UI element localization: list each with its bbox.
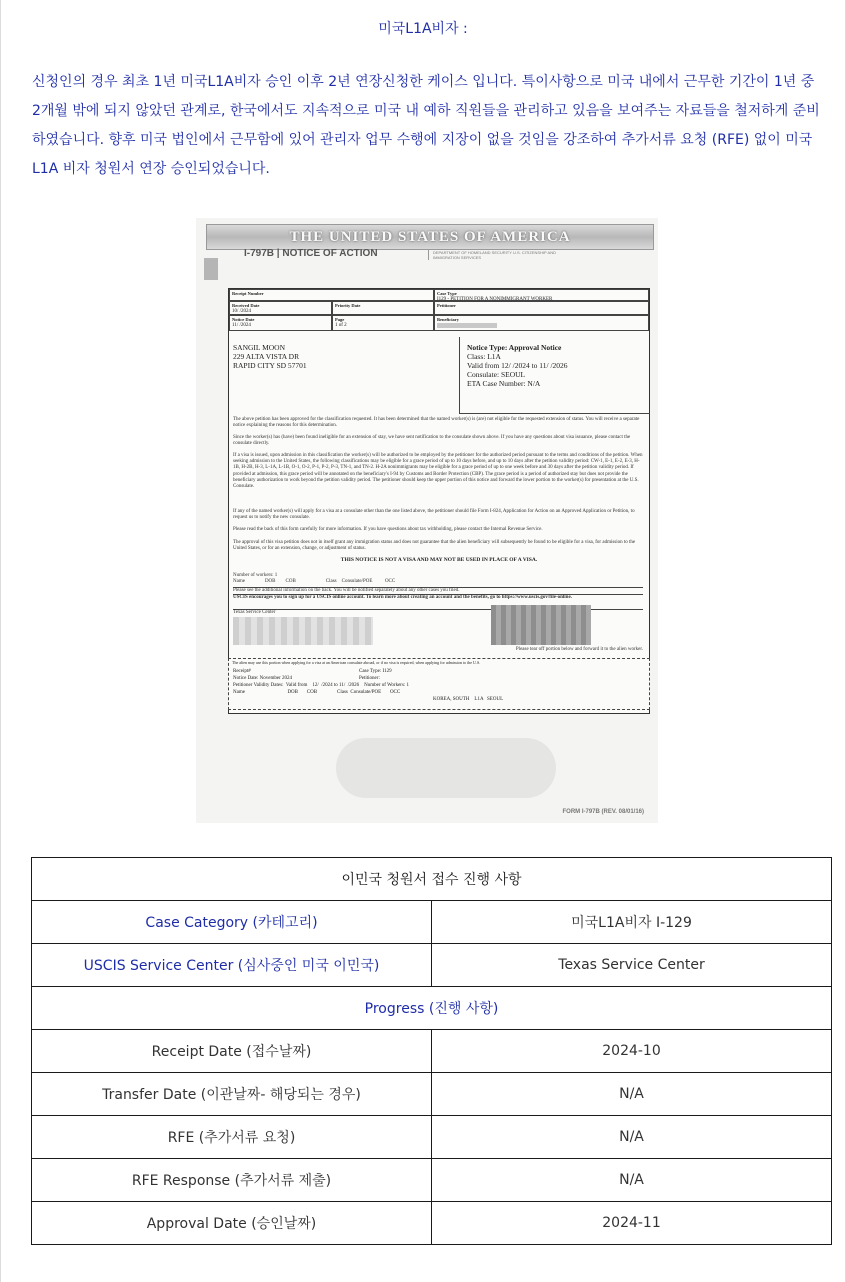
row-label: Approval Date (승인날짜) [32, 1202, 432, 1245]
receipt-number-cell: Receipt Number [229, 289, 434, 301]
progress-header: Progress (진행 사항) [32, 987, 832, 1030]
redacted-address [233, 617, 373, 645]
row-label: Receipt Date (접수날짜) [32, 1030, 432, 1073]
table-row [32, 1159, 832, 1202]
priority-date-cell: Priority Date [332, 301, 434, 315]
table-row [32, 901, 832, 944]
approval-notice-image [196, 218, 658, 823]
row-label: Case Category (카테고리) [32, 901, 432, 944]
table-row [32, 1073, 832, 1116]
workers-count: Number of workers: 1 [233, 573, 278, 578]
table-row [32, 987, 832, 1030]
workers-columns: Name DOB COB Class Consulate/POE OCC [233, 579, 396, 584]
case-type-cell: Case Type I129 - PETITION FOR A NONIMMIGRANT WORKER [434, 289, 649, 301]
left-border [0, 0, 1, 1282]
not-visa-line: THIS NOTICE IS NOT A VISA AND MAY NOT BE USED IN PLACE OF A VISA. [340, 557, 538, 563]
notice-para-2: Since the worker(s) has (have) been found ineligible for an extension of stay, we have sent notification to the consulate shown above. If you have any questions about visa issuance, please contact the consulate directly. [233, 435, 631, 447]
watermark-seal [336, 738, 556, 798]
notice-para-3: If a visa is issued, upon admission in this classification the worker(s) will be authorized to be employed by the petitioner for the authorized period pursuant to the terms and conditions of the petition. When seeking admission to the United States, the following classifications may be eligible for a grace period of up to 10 days before, and up to 10 days after the petition validity period: CW-1, E-1, E-2, E-3, H-1B, H-2B, H-3, L-1A, L-1B, O-1, O-2, P-1, P-2, P-3, TN-1, and TN-2. H-2A nonimmigrants may be eligible for a grace period of up to one week before and 30 days after the petition validity period. If provided at admission, this grace period will be annotated on the beneficiary's I-94 by Customs and Border Protection (CBP). The grace period is a period of authorized stay but does not provide the beneficiary authorization to work beyond the petition validity period. The petitioner should keep the upper portion of this notice and forward the lower portion to the worker(s) for presentation at the U.S. Consulate. [233, 453, 643, 490]
notice-type-block: Notice Type: Approval Notice Class: L1A Valid from 12/ /2024 to 11/ /2026 Consulate: SEOUL ETA Case Number: N/A [467, 343, 568, 388]
notice-stub: The alien may use this portion when applying for a visa at an American consulate abroad, or if no visa is required, when applying for admission to the U.S. Receipt# Case Type: I129 Notice Date: November 2024 Petitioner: Petitioner Validity Dates: Valid from 12/ /2024 to 11/ /2026 Number of Workers: 1 Name DOB COB Class Consulate/POE OCC KOREA, SOUTH L1A SEOUL [228, 658, 650, 710]
beneficiary-cell: Beneficiary [434, 315, 649, 331]
row-label: USCIS Service Center (심사중인 미국 이민국) [32, 944, 432, 987]
see-info-line: Please see the additional information on the back. You will be notified separately about any other cases you filed. [233, 587, 643, 595]
row-label: Transfer Date (이관날짜- 해당되는 경우) [32, 1073, 432, 1116]
table-row [32, 1116, 832, 1159]
row-label: RFE Response (추가서류 제출) [32, 1159, 432, 1202]
row-label: RFE (추가서류 요청) [32, 1116, 432, 1159]
notice-subhead: I-797B | NOTICE OF ACTION [244, 248, 378, 259]
tear-off-line: Please tear off portion below and forward it to the alien worker. [515, 647, 643, 652]
table-row [32, 1030, 832, 1073]
notice-type-box [459, 337, 650, 414]
row-value: N/A [432, 1073, 832, 1116]
uscis-online-line: USCIS encourages you to sign up for a USCIS online account. To learn more about creating an account and the benefits, go to https://www.uscis.gov/file-online. [233, 595, 572, 600]
intro-paragraph: 신청인의 경우 최초 1년 미국L1A비자 승인 이후 2년 연장신청한 케이스 입니다. 특이사항으로 미국 내에서 근무한 기간이 1년 중 2개월 밖에 되지 않았던 관계로, 한국에서도 지속적으로 미국 내 예하 직원들을 관리하고 있음을 보여주는 자료들을 철저하게 준비하였습니다. 향후 미국 법인에서 근무함에 있어 관리자 업무 수행에 지장이 없을 것임을 강조하여 추가서류 요청 (RFE) 없이 미국L1A 비자 청원서 연장 승인되었습니다. [32, 74, 820, 177]
row-value: N/A [432, 1116, 832, 1159]
row-value: Texas Service Center [432, 944, 832, 987]
notice-para-4: If any of the named worker(s) will apply for a visa at a consulate other than the one listed above, the petitioner should file Form I-824, Application for Action on an Approved Application or Petition, to request us to notify the new consulate. [233, 509, 635, 521]
page-cell: Page 1 of 2 [332, 315, 434, 331]
notice-para-5: Please read the back of this form carefully for more information. If you have questions about tax withholding, please contact the Internal Revenue Service. [233, 527, 543, 532]
row-value: N/A [432, 1159, 832, 1202]
row-value: 미국L1A비자 I-129 [432, 901, 832, 944]
service-center-label: Texas Service Center [233, 609, 643, 616]
received-date-cell: Received Date 10/ /2024 [229, 301, 332, 315]
mailing-address: SANGIL MOON 229 ALTA VISTA DR RAPID CITY SD 57701 [233, 343, 307, 370]
redacted-barcode [491, 605, 591, 645]
petitioner-cell: Petitioner [434, 301, 649, 315]
petition-status-table [31, 857, 832, 1245]
row-value: 2024-10 [432, 1030, 832, 1073]
table-row [32, 1202, 832, 1245]
notice-banner: THE UNITED STATES OF AMERICA [206, 224, 654, 250]
row-value: 2024-11 [432, 1202, 832, 1245]
table-title: 이민국 청원서 접수 진행 사항 [32, 858, 832, 901]
table-row [32, 944, 832, 987]
post-heading: 미국L1A비자 : [378, 21, 468, 37]
notice-para-6: The approval of this visa petition does not in itself grant any immigration status and does not guarantee that the alien beneficiary will subsequently be found to be eligible for a visa, for admission to the United States, or for an extension, change, or adjustment of status. [233, 540, 636, 552]
form-code: FORM I-797B (REV. 08/01/16) [562, 809, 644, 815]
notice-date-cell: Notice Date 11/ /2024 [229, 315, 332, 331]
dhs-label: DEPARTMENT OF HOMELAND SECURITY U.S. CITIZENSHIP AND IMMIGRATION SERVICES [428, 250, 583, 260]
notice-form [228, 288, 650, 714]
table-row [32, 858, 832, 901]
notice-para-1: The above petition has been approved for the classification requested. It has been determined that the named worker(s) is (are) not eligible for the requested extension of status. You will receive a separate notice explaining the reasons for this determination. [233, 417, 640, 429]
redacted-mark [204, 258, 218, 280]
